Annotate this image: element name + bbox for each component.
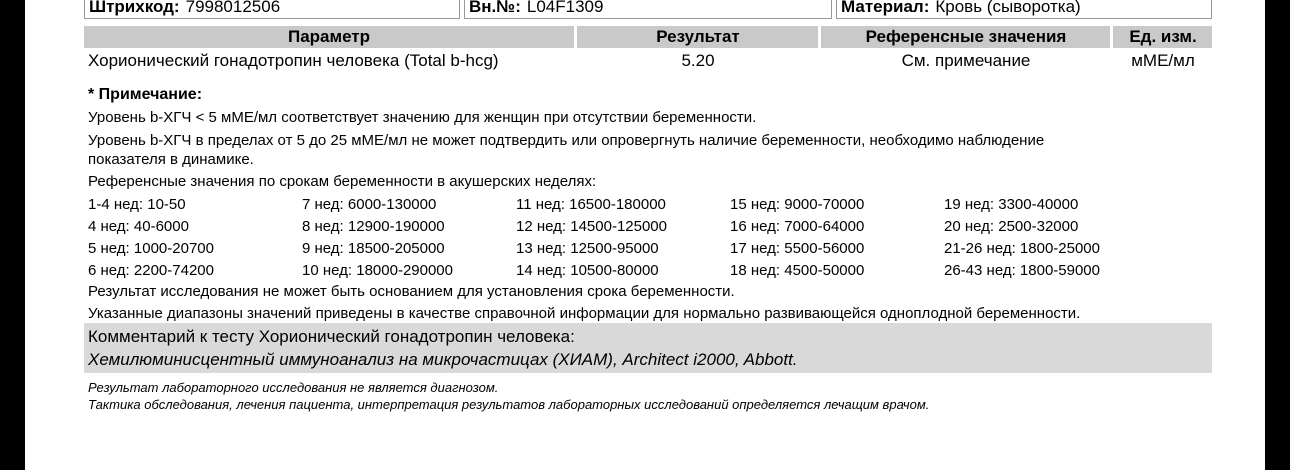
grid-cell: 17 нед: 5500-56000 (730, 240, 865, 257)
internal-number-label: Вн.№: (469, 0, 521, 16)
parameter-cell: Хорионический гонадотропин человека (Total b-hcg) (88, 51, 499, 70)
barcode-label: Штрихкод: (89, 0, 180, 16)
footer-disclaimer: Тактика обследования, лечения пациента, интерпретация результатов лабораторных исследований определяется лечащим врачом. (88, 397, 930, 412)
internal-number-field (464, 0, 832, 19)
result-cell: 5.20 (681, 51, 715, 70)
test-comment-block (84, 323, 1212, 373)
note-line: Указанные диапазоны значений приведены в качестве справочной информации для нормально развивающейся одноплодной беременности. (88, 305, 1081, 322)
gestation-reference-grid (88, 194, 1208, 282)
grid-row (88, 194, 1208, 216)
grid-cell: 1-4 нед: 10-50 (88, 196, 186, 213)
grid-cell: 21-26 нед: 1800-25000 (944, 240, 1100, 257)
grid-cell: 11 нед: 16500-180000 (516, 196, 666, 213)
note-title: * Примечание: (88, 86, 203, 103)
table-row (84, 50, 1212, 72)
note-line: показателя в динамике. (88, 151, 254, 168)
grid-cell: 7 нед: 6000-130000 (302, 196, 437, 213)
column-separator (1110, 26, 1113, 48)
grid-cell: 9 нед: 18500-205000 (302, 240, 445, 257)
unit-cell: мМЕ/мл (1131, 51, 1195, 70)
grid-cell: 6 нед: 2200-74200 (88, 262, 214, 279)
note-line: Результат исследования не может быть основанием для установления срока беременности. (88, 283, 735, 300)
comment-title: Комментарий к тесту Хорионический гонадотропин человека: (88, 327, 575, 346)
grid-cell: 13 нед: 12500-95000 (516, 240, 659, 257)
material-label: Материал: (841, 0, 930, 16)
col-parameter: Параметр (287, 27, 371, 46)
grid-cell: 15 нед: 9000-70000 (730, 196, 865, 213)
internal-number-value: L04F1309 (526, 0, 604, 16)
reference-cell: См. примечание (901, 51, 1031, 70)
grid-cell: 18 нед: 4500-50000 (730, 262, 865, 279)
col-unit: Ед. изм. (1129, 27, 1197, 46)
grid-cell: 10 нед: 18000-290000 (302, 262, 453, 279)
material-value: Кровь (сыворотка) (935, 0, 1081, 16)
grid-cell: 14 нед: 10500-80000 (516, 262, 659, 279)
grid-row (88, 260, 1208, 282)
footer-disclaimer: Результат лабораторного исследования не является диагнозом. (88, 380, 499, 395)
results-table-header (84, 26, 1212, 48)
column-separator (574, 26, 577, 48)
grid-row (88, 216, 1208, 238)
grid-cell: 12 нед: 14500-125000 (516, 218, 667, 235)
grid-cell: 4 нед: 40-6000 (88, 218, 189, 235)
barcode-value: 7998012506 (185, 0, 281, 16)
note-line: Уровень b-ХГЧ < 5 мМЕ/мл соответствует значению для женщин при отсутствии беременности. (88, 109, 757, 126)
grid-cell: 16 нед: 7000-64000 (730, 218, 865, 235)
grid-cell: 26-43 нед: 1800-59000 (944, 262, 1100, 279)
grid-cell: 8 нед: 12900-190000 (302, 218, 445, 235)
grid-cell: 19 нед: 3300-40000 (944, 196, 1079, 213)
note-line: Уровень b-ХГЧ в пределах от 5 до 25 мМЕ/мл не может подтвердить или опровергнуть наличие беременности, необходимо наблюдение (88, 132, 1045, 149)
grid-row (88, 238, 1208, 260)
reference-intro: Референсные значения по срокам беременности в акушерских неделях: (88, 173, 597, 190)
col-reference: Референсные значения (865, 27, 1067, 46)
material-field (836, 0, 1212, 19)
comment-method: Хемилюминисцентный иммуноанализ на микрочастицах (ХИАМ), Architect i2000, Abbott. (88, 350, 798, 369)
col-result: Результат (656, 27, 740, 46)
barcode-field (84, 0, 460, 19)
grid-cell: 5 нед: 1000-20700 (88, 240, 214, 257)
column-separator (818, 26, 821, 48)
grid-cell: 20 нед: 2500-32000 (944, 218, 1079, 235)
